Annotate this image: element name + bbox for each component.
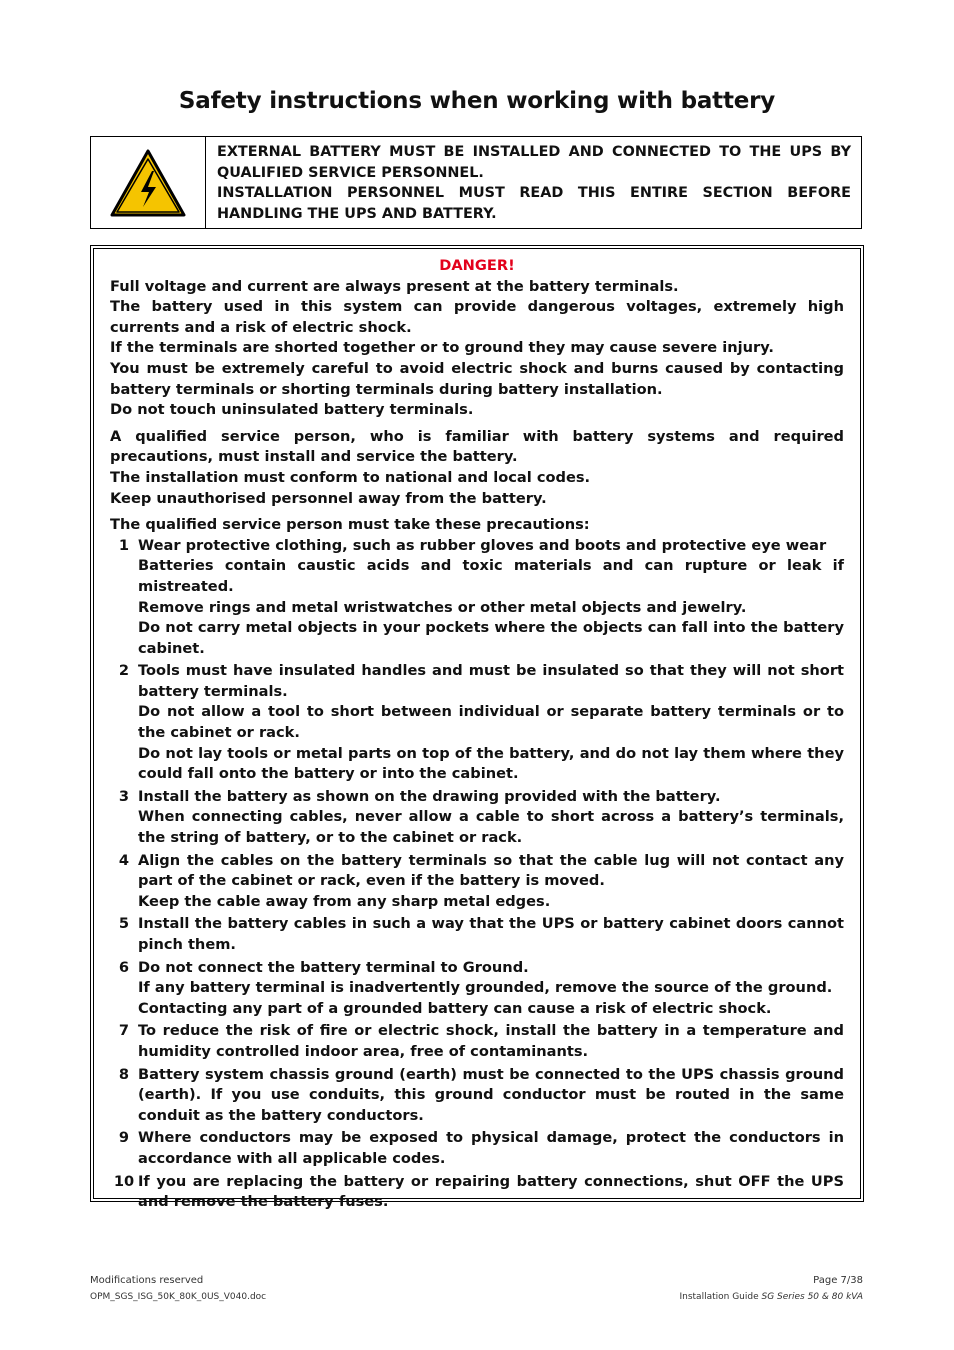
item-line: Tools must have insulated handles and must be insulated so that they will not short battery terminals. bbox=[138, 662, 844, 700]
footer-guide-title bbox=[679, 1292, 863, 1302]
precaution-item bbox=[110, 1021, 844, 1062]
item-line: If any battery terminal is inadvertently grounded, remove the source of the ground. bbox=[138, 979, 833, 997]
danger-line: The installation must conform to national and local codes. bbox=[110, 468, 591, 486]
danger-title: DANGER! bbox=[439, 257, 515, 274]
item-line: Where conductors may be exposed to physical damage, protect the conductors in accordance with all applicable codes. bbox=[138, 1129, 844, 1167]
item-line: Align the cables on the battery terminals so that the cable lug will not contact any part of the cabinet or rack, even if the battery is moved. bbox=[138, 851, 844, 890]
item-line: Wear protective clothing, such as rubber gloves and boots and protective eye wear bbox=[138, 536, 827, 554]
danger-line: A qualified service person, who is familiar with battery systems and required precautions, must install and service the battery. bbox=[110, 427, 844, 466]
item-number: 4 bbox=[118, 851, 130, 869]
item-number: 3 bbox=[118, 787, 130, 805]
item-number: 6 bbox=[118, 958, 130, 976]
warning-box bbox=[90, 136, 862, 229]
danger-group-2 bbox=[110, 427, 844, 509]
item-line: Do not carry metal objects in your pockets where the objects can fall into the battery cabinet. bbox=[138, 619, 844, 657]
footer-modifications: Modifications reserved bbox=[90, 1275, 204, 1286]
danger-line: If the terminals are shorted together or to ground they may cause severe injury. bbox=[110, 339, 774, 357]
danger-line: The battery used in this system can provide dangerous voltages, extremely high currents and a risk of electric shock. bbox=[110, 298, 844, 336]
item-line: To reduce the risk of fire or electric shock, install the battery in a temperature and humidity controlled indoor area, free of contaminants. bbox=[138, 1022, 844, 1060]
precaution-item bbox=[110, 787, 844, 849]
warning-line: INSTALLATION PERSONNEL MUST READ THIS ENTIRE SECTION BEFORE HANDLING THE UPS AND BATTERY. bbox=[217, 185, 851, 222]
item-number: 1 bbox=[118, 536, 130, 554]
danger-line: Keep unauthorised personnel away from the battery. bbox=[110, 489, 547, 507]
danger-line: Full voltage and current are always present at the battery terminals. bbox=[110, 277, 679, 295]
warning-icon-cell bbox=[91, 137, 206, 228]
precautions-intro: The qualified service person must take these precautions: bbox=[110, 516, 590, 534]
precaution-item bbox=[110, 914, 844, 955]
precaution-item bbox=[110, 536, 844, 660]
precaution-item bbox=[110, 958, 844, 1020]
item-line: Install the battery as shown on the drawing provided with the battery. bbox=[138, 787, 721, 805]
item-line: Do not allow a tool to short between individual or separate battery terminals or to the cabinet or rack. bbox=[138, 703, 844, 742]
footer-page-number: Page 7/38 bbox=[813, 1275, 863, 1286]
item-number: 10 bbox=[113, 1172, 135, 1190]
danger-line: Do not touch uninsulated battery terminals. bbox=[110, 401, 474, 419]
danger-box bbox=[90, 245, 864, 1211]
item-line: Install the battery cables in such a way that the UPS or battery cabinet doors cannot pinch them. bbox=[138, 915, 844, 953]
precaution-item bbox=[110, 851, 844, 913]
item-number: 8 bbox=[118, 1065, 130, 1083]
precaution-item bbox=[110, 1065, 844, 1127]
item-line: Battery system chassis ground (earth) must be connected to the UPS chassis ground (earth). If you use conduits, this ground conductor must be routed in the same conduit as the battery conductors. bbox=[138, 1065, 844, 1124]
precaution-item bbox=[110, 1172, 844, 1213]
precaution-item bbox=[110, 1128, 844, 1169]
item-number: 7 bbox=[118, 1022, 130, 1040]
page-title: Safety instructions when working with battery bbox=[178, 88, 776, 114]
warning-text bbox=[206, 137, 861, 228]
item-number: 5 bbox=[118, 915, 130, 933]
danger-group-1 bbox=[110, 277, 844, 421]
item-number: 2 bbox=[118, 662, 130, 680]
footer-guide-prefix: Installation Guide bbox=[679, 1292, 762, 1302]
warning-line: EXTERNAL BATTERY MUST BE INSTALLED AND CONNECTED TO THE UPS BY QUALIFIED SERVICE PERSONNEL. bbox=[217, 144, 851, 181]
item-number: 9 bbox=[118, 1129, 130, 1147]
item-line: If you are replacing the battery or repairing battery connections, shut OFF the UPS and remove the battery fuses. bbox=[138, 1172, 844, 1211]
footer-doc-name: OPM_SGS_ISG_50K_80K_0US_V040.doc bbox=[90, 1292, 267, 1302]
item-line: Do not lay tools or metal parts on top of the battery, and do not lay them where they could fall onto the battery or into the cabinet. bbox=[138, 744, 844, 783]
item-line: Keep the cable away from any sharp metal edges. bbox=[138, 892, 551, 910]
item-line: Batteries contain caustic acids and toxic materials and can rupture or leak if mistreated. bbox=[138, 557, 844, 595]
item-line: Remove rings and metal wristwatches or other metal objects and jewelry. bbox=[138, 598, 747, 616]
item-line: Do not connect the battery terminal to Ground. bbox=[138, 958, 529, 976]
high-voltage-warning-icon bbox=[108, 147, 188, 219]
footer-guide-series: SG Series 50 & 80 kVA bbox=[761, 1292, 863, 1302]
danger-content bbox=[93, 248, 861, 1211]
danger-line: You must be extremely careful to avoid electric shock and burns caused by contacting battery terminals or shorting terminals during battery installation. bbox=[110, 359, 844, 398]
precaution-item bbox=[110, 661, 844, 785]
item-line: When connecting cables, never allow a cable to short across a battery’s terminals, the string of battery, or to the cabinet or rack. bbox=[138, 808, 844, 847]
item-line: Contacting any part of a grounded battery can cause a risk of electric shock. bbox=[138, 999, 772, 1017]
